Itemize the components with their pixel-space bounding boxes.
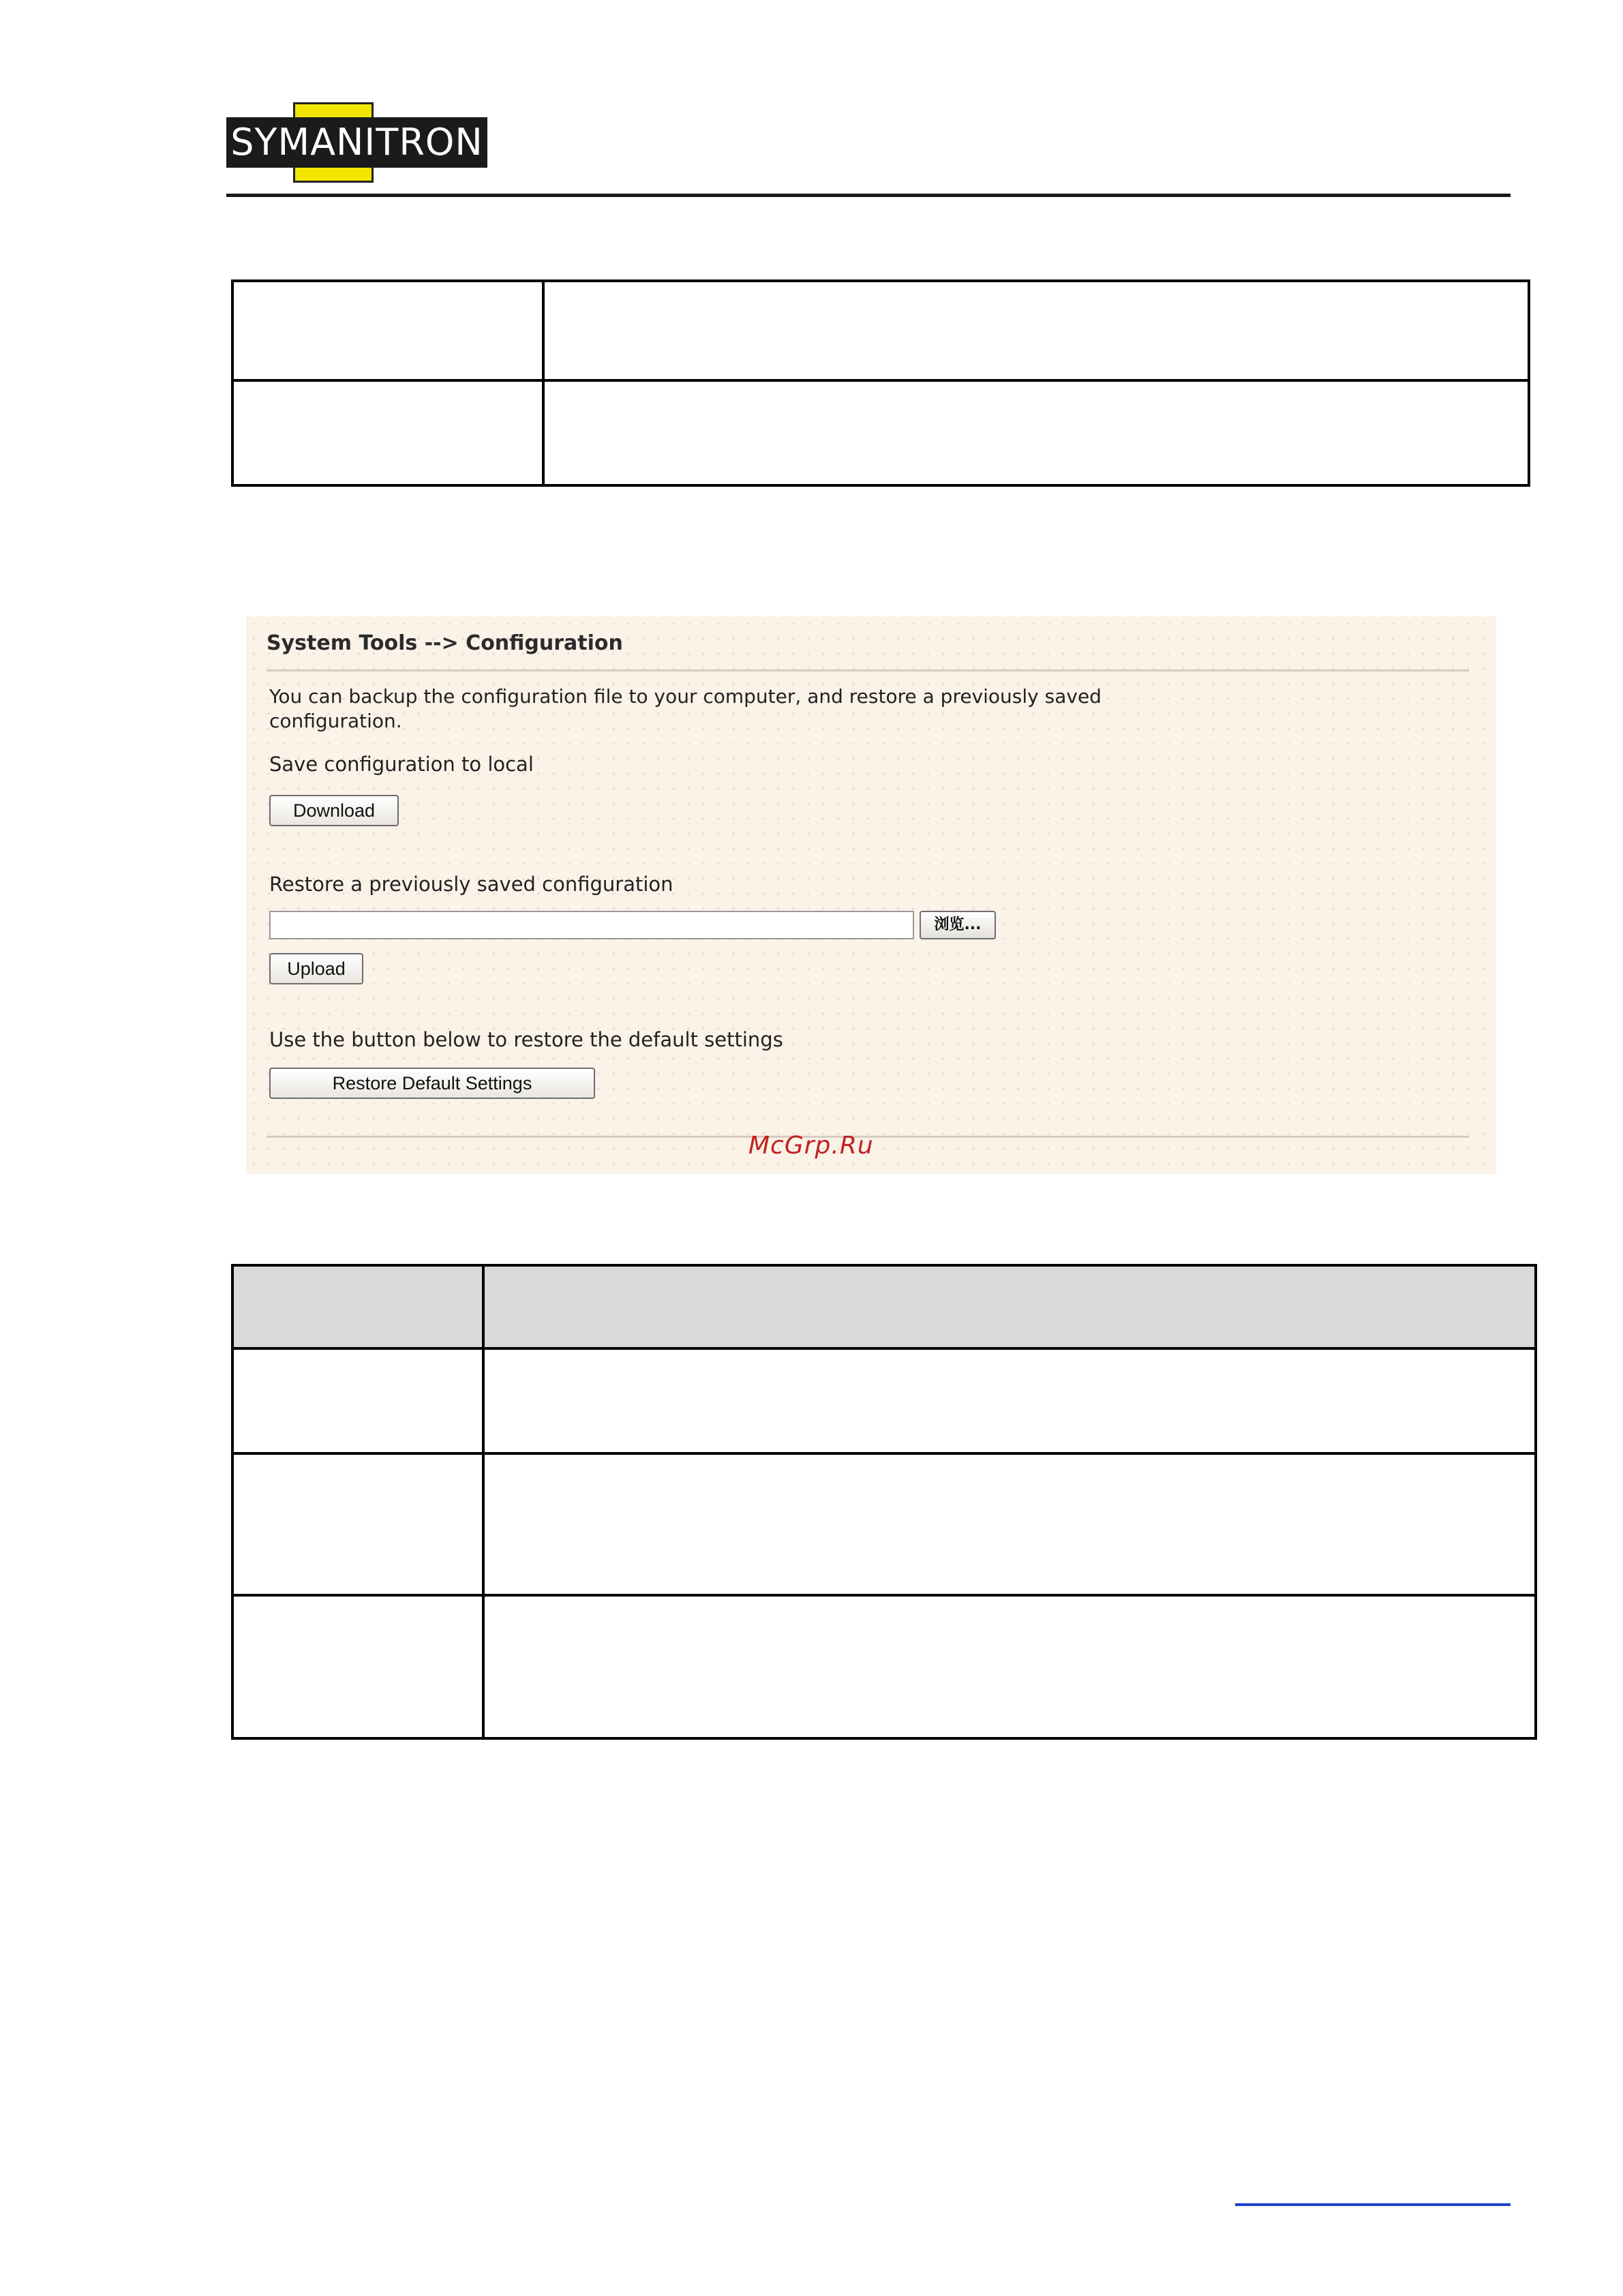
bottom-table xyxy=(231,1264,1537,1740)
table-cell xyxy=(232,1595,483,1738)
upload-button[interactable]: Upload xyxy=(269,953,363,984)
symanitron-logo xyxy=(226,102,487,183)
restore-default-settings-button[interactable]: Restore Default Settings xyxy=(269,1068,595,1099)
header-divider xyxy=(226,194,1511,197)
watermark: McGrp.Ru xyxy=(748,1132,874,1160)
panel-description: You can backup the configuration file to your computer, and restore a previously saved configuration. xyxy=(269,685,1102,732)
browse-button[interactable]: 浏览... xyxy=(920,911,996,939)
page-title: System Tools --> Configuration xyxy=(267,631,623,655)
table-cell xyxy=(232,380,543,485)
top-table xyxy=(231,280,1530,487)
restore-config-label: Restore a previously saved configuration xyxy=(269,873,673,896)
table-cell xyxy=(232,1348,483,1453)
table-cell xyxy=(232,281,543,380)
download-button[interactable]: Download xyxy=(269,795,399,826)
table-row xyxy=(232,380,1529,485)
table-row xyxy=(232,1348,1536,1453)
table-header-row xyxy=(232,1265,1536,1348)
table-header-cell xyxy=(483,1265,1536,1348)
table-cell xyxy=(232,1453,483,1595)
table-cell xyxy=(543,281,1529,380)
table-row xyxy=(232,1453,1536,1595)
configuration-panel xyxy=(246,616,1496,1174)
table-cell xyxy=(543,380,1529,485)
save-config-label: Save configuration to local xyxy=(269,753,534,776)
table-header-cell xyxy=(232,1265,483,1348)
table-cell xyxy=(483,1595,1536,1738)
config-file-input[interactable] xyxy=(269,911,914,939)
logo-text: SYMANITRON xyxy=(230,121,483,164)
footer-link[interactable] xyxy=(1235,2203,1511,2206)
title-divider xyxy=(267,669,1469,671)
table-cell xyxy=(483,1453,1536,1595)
restore-default-label: Use the button below to restore the default settings xyxy=(269,1028,783,1051)
table-row xyxy=(232,1595,1536,1738)
table-cell xyxy=(483,1348,1536,1453)
table-row xyxy=(232,281,1529,380)
